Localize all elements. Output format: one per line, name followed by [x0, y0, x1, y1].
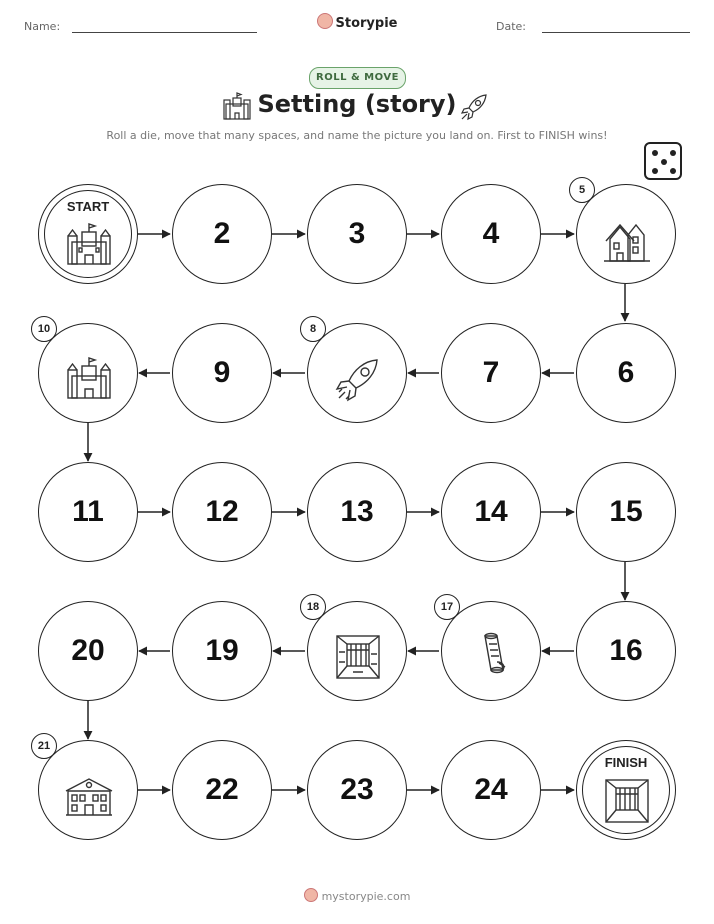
space-24[interactable]: [441, 740, 541, 840]
storypie-mascot-icon: [304, 888, 318, 902]
space-number: 4: [482, 217, 500, 250]
castle-icon: [64, 354, 114, 404]
space-start[interactable]: [38, 184, 138, 284]
space-number: 7: [482, 356, 500, 389]
space-7[interactable]: [441, 323, 541, 423]
rocket-icon: [333, 354, 383, 404]
space-4[interactable]: [441, 184, 541, 284]
space-11[interactable]: [38, 462, 138, 562]
space-number: 16: [609, 634, 643, 667]
space-tag: 10: [31, 316, 57, 342]
space-number: 2: [213, 217, 231, 250]
space-tag: 21: [31, 733, 57, 759]
space-number: 20: [71, 634, 105, 667]
space-number: 22: [205, 773, 239, 806]
instructions: Roll a die, move that many spaces, and name the picture you land on. First to FINISH wins!: [106, 129, 608, 142]
space-19[interactable]: [172, 601, 272, 701]
page-title: Setting (story): [257, 90, 457, 118]
space-number: 9: [213, 356, 231, 389]
space-3[interactable]: [307, 184, 407, 284]
space-number: 3: [348, 217, 366, 250]
space-number: 24: [474, 773, 508, 806]
space-finish[interactable]: [576, 740, 676, 840]
space-18[interactable]: [307, 601, 407, 701]
space-14[interactable]: [441, 462, 541, 562]
brand-name: Storypie: [335, 16, 398, 31]
space-9[interactable]: [172, 323, 272, 423]
space-number: 15: [609, 495, 643, 528]
space-21[interactable]: [38, 740, 138, 840]
space-20[interactable]: [38, 601, 138, 701]
space-number: 6: [617, 356, 635, 389]
finish-label: FINISH: [604, 755, 648, 770]
space-5[interactable]: [576, 184, 676, 284]
castle-icon: [64, 220, 114, 270]
space-number: 14: [474, 495, 508, 528]
space-number: 19: [205, 634, 239, 667]
footer: [0, 888, 714, 903]
space-number: 12: [205, 495, 239, 528]
space-tag: 17: [434, 594, 460, 620]
space-number: 11: [72, 495, 104, 528]
date-label: Date:: [496, 20, 526, 33]
space-12[interactable]: [172, 462, 272, 562]
space-17[interactable]: [441, 601, 541, 701]
space-2[interactable]: [172, 184, 272, 284]
school-building-icon: [64, 771, 114, 821]
scroll-icon: [467, 632, 517, 682]
footer-url[interactable]: mystorypie.com: [321, 890, 411, 903]
space-13[interactable]: [307, 462, 407, 562]
dungeon-cell-icon: [333, 632, 383, 682]
name-label: Name:: [24, 20, 61, 33]
dungeon-cell-icon: [602, 776, 652, 826]
space-10[interactable]: [38, 323, 138, 423]
space-number: 13: [340, 495, 374, 528]
space-8[interactable]: [307, 323, 407, 423]
start-label: START: [66, 199, 110, 214]
space-tag: 5: [569, 177, 595, 203]
space-15[interactable]: [576, 462, 676, 562]
space-tag: 8: [300, 316, 326, 342]
space-23[interactable]: [307, 740, 407, 840]
space-tag: 18: [300, 594, 326, 620]
category-badge: ROLL & MOVE: [309, 67, 406, 89]
space-16[interactable]: [576, 601, 676, 701]
haunted-house-icon: [602, 215, 652, 265]
space-6[interactable]: [576, 323, 676, 423]
space-number: 23: [340, 773, 374, 806]
space-22[interactable]: [172, 740, 272, 840]
